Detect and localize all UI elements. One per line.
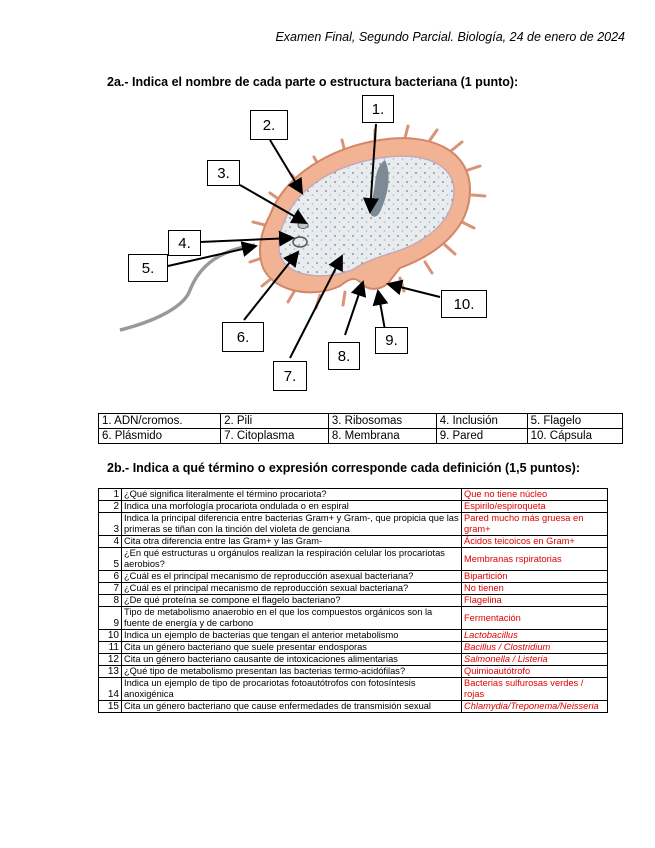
definition-answer: Ácidos teicoicos en Gram+ bbox=[462, 536, 608, 548]
definition-number: 5 bbox=[99, 548, 122, 571]
definition-answer: Chlamydia/Treponema/Neisseria bbox=[462, 701, 608, 713]
definition-row bbox=[99, 654, 608, 666]
definition-answer: Flagelina bbox=[462, 595, 608, 607]
label-9: 9. bbox=[375, 327, 408, 354]
definition-question: Tipo de metabolismo anaerobio en el que los compuestos orgánicos son la fuente de energía y de carbono bbox=[122, 607, 462, 630]
label-5: 5. bbox=[128, 254, 168, 282]
legend-cell: 5. Flagelo bbox=[527, 414, 622, 429]
label-3: 3. bbox=[207, 160, 240, 186]
definition-number: 15 bbox=[99, 701, 122, 713]
label-4: 4. bbox=[168, 230, 201, 256]
section-a-title: 2a.- Indica el nombre de cada parte o estructura bacteriana (1 punto): bbox=[107, 75, 519, 89]
definition-row bbox=[99, 536, 608, 548]
definition-answer: Lactobacillus bbox=[462, 630, 608, 642]
label-7: 7. bbox=[273, 361, 307, 391]
definition-number: 2 bbox=[99, 501, 122, 513]
legend-row bbox=[99, 429, 623, 444]
label-8: 8. bbox=[328, 342, 360, 370]
definition-row bbox=[99, 571, 608, 583]
legend-cell: 8. Membrana bbox=[328, 429, 436, 444]
legend-cell: 2. Pili bbox=[221, 414, 329, 429]
definition-number: 13 bbox=[99, 666, 122, 678]
definition-question: ¿En qué estructuras u orgánulos realizan la respiración celular los procariotas aerobios? bbox=[122, 548, 462, 571]
definition-row bbox=[99, 666, 608, 678]
definition-answer: No tienen bbox=[462, 583, 608, 595]
legend-cell: 7. Citoplasma bbox=[221, 429, 329, 444]
definition-answer: Quimioautótrofo bbox=[462, 666, 608, 678]
definition-answer: Espirilo/espiroqueta bbox=[462, 501, 608, 513]
definition-answer: Bipartición bbox=[462, 571, 608, 583]
definition-answer: Que no tiene núcleo bbox=[462, 489, 608, 501]
definition-answer: Pared mucho más gruesa en gram+ bbox=[462, 513, 608, 536]
definition-number: 4 bbox=[99, 536, 122, 548]
definition-row bbox=[99, 501, 608, 513]
label-2: 2. bbox=[250, 110, 288, 140]
definition-question: ¿Cuál es el principal mecanismo de reproducción asexual bacteriana? bbox=[122, 571, 462, 583]
legend-cell: 3. Ribosomas bbox=[328, 414, 436, 429]
definition-answer: Membranas rspiratorias bbox=[462, 548, 608, 571]
definition-question: Cita un género bacteriano causante de intoxicaciones alimentarias bbox=[122, 654, 462, 666]
definition-number: 12 bbox=[99, 654, 122, 666]
definition-row bbox=[99, 630, 608, 642]
definition-question: ¿Qué tipo de metabolismo presentan las bacterias termo-acidófilas? bbox=[122, 666, 462, 678]
definition-row bbox=[99, 642, 608, 654]
definition-row bbox=[99, 513, 608, 536]
definition-row bbox=[99, 548, 608, 571]
definition-question: Cita otra diferencia entre las Gram+ y las Gram- bbox=[122, 536, 462, 548]
definition-answer: Bacillus / Clostridium bbox=[462, 642, 608, 654]
definition-row bbox=[99, 678, 608, 701]
definition-question: Cita un género bacteriano que suele presentar endosporas bbox=[122, 642, 462, 654]
definition-number: 7 bbox=[99, 583, 122, 595]
definition-question: Indica la principal diferencia entre bacterias Gram+ y Gram-, que propicia que las primeras se tiñan con la tinción del violeta de genciana bbox=[122, 513, 462, 536]
definition-number: 9 bbox=[99, 607, 122, 630]
definition-question: Indica un ejemplo de bacterias que tengan el anterior metabolismo bbox=[122, 630, 462, 642]
definition-row bbox=[99, 607, 608, 630]
exam-header: Examen Final, Segundo Parcial. Biología, 24 de enero de 2024 bbox=[275, 30, 625, 44]
label-6: 6. bbox=[222, 322, 264, 352]
legend-cell: 6. Plásmido bbox=[99, 429, 221, 444]
definition-answer: Bacterias sulfurosas verdes / rojas bbox=[462, 678, 608, 701]
definition-number: 6 bbox=[99, 571, 122, 583]
definition-question: Indica un ejemplo de tipo de procariotas fotoautótrofos con fotosíntesis anoxigénica bbox=[122, 678, 462, 701]
legend-cell: 4. Inclusión bbox=[436, 414, 527, 429]
legend-cell: 10. Cápsula bbox=[527, 429, 622, 444]
definition-number: 10 bbox=[99, 630, 122, 642]
definition-number: 3 bbox=[99, 513, 122, 536]
legend-row bbox=[99, 414, 623, 429]
definition-question: ¿Qué significa literalmente el término procariota? bbox=[122, 489, 462, 501]
definition-answer: Salmonella / Listeria bbox=[462, 654, 608, 666]
definition-question: Cita un género bacteriano que cause enfermedades de transmisión sexual bbox=[122, 701, 462, 713]
definition-number: 8 bbox=[99, 595, 122, 607]
definition-answer: Fermentación bbox=[462, 607, 608, 630]
definition-question: ¿Cuál es el principal mecanismo de reproducción sexual bacteriana? bbox=[122, 583, 462, 595]
definition-row bbox=[99, 583, 608, 595]
definition-number: 1 bbox=[99, 489, 122, 501]
inclusion bbox=[298, 222, 308, 229]
definition-question: Indica una morfología procariota ondulada o en espiral bbox=[122, 501, 462, 513]
definition-row bbox=[99, 595, 608, 607]
legend-cell: 1. ADN/cromos. bbox=[99, 414, 221, 429]
label-1: 1. bbox=[362, 95, 394, 123]
definition-number: 11 bbox=[99, 642, 122, 654]
definitions-table bbox=[98, 488, 608, 713]
definition-row bbox=[99, 489, 608, 501]
definition-question: ¿De qué proteína se compone el flagelo bacteriano? bbox=[122, 595, 462, 607]
section-b-title: 2b.- Indica a qué término o expresión corresponde cada definición (1,5 puntos): bbox=[107, 461, 580, 475]
definition-number: 14 bbox=[99, 678, 122, 701]
label-10: 10. bbox=[441, 290, 487, 318]
legend-cell: 9. Pared bbox=[436, 429, 527, 444]
definition-row bbox=[99, 701, 608, 713]
legend-table bbox=[98, 413, 623, 444]
